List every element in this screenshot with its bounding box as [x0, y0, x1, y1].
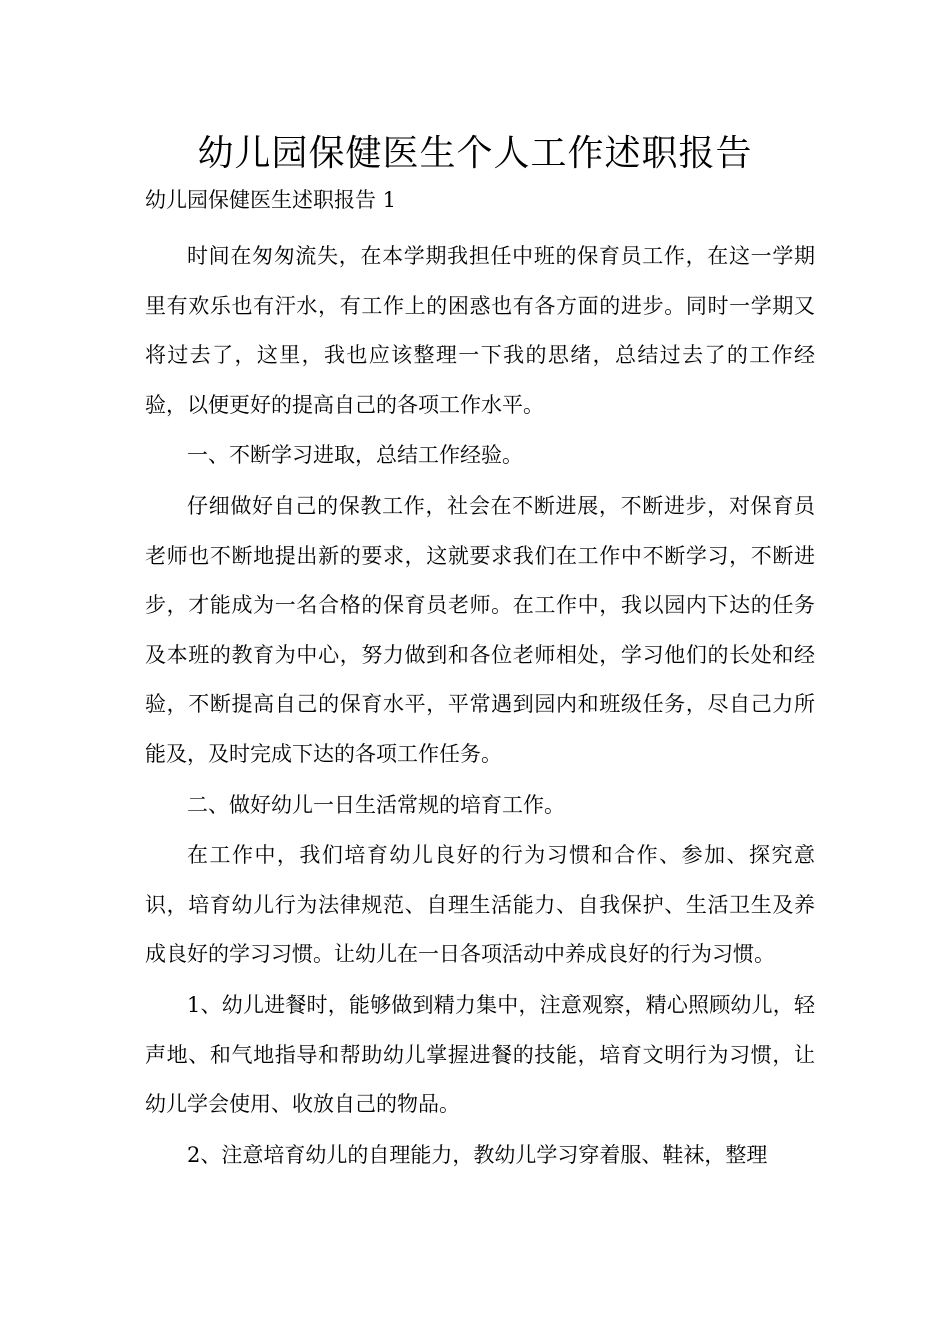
paragraph-section-1: 仔细做好自己的保教工作，社会在不断进展，不断进步，对保育员老师也不断地提出新的要求，这就要求我们在工作中不断学习，不断进步，才能成为一名合格的保育员老师。在工作中，我以园内下达的任务及本班的教育为中心，努力做到和各位老师相处，学习他们的长处和经验，不断提高自己的保育水平，平常遇到园内和班级任务，尽自己力所能及，及时完成下达的各项工作任务。 [145, 493, 815, 766]
section-heading-2: 二、做好幼儿一日生活常规的培育工作。 [187, 792, 565, 817]
paragraph-intro: 时间在匆匆流失，在本学期我担任中班的保育员工作，在这一学期里有欢乐也有汗水，有工作上的困惑也有各方面的进步。同时一学期又将过去了，这里，我也应该整理一下我的思绪，总结过去了的工作经验，以便更好的提高自己的各项工作水平。 [145, 244, 815, 417]
section-heading-1: 一、不断学习进取，总结工作经验。 [187, 443, 523, 468]
document-subtitle: 幼儿园保健医生述职报告 1 [145, 188, 397, 212]
document-body [145, 232, 815, 1181]
paragraph-section-2: 在工作中，我们培育幼儿良好的行为习惯和合作、参加、探究意识，培育幼儿行为法律规范、自理生活能力、自我保护、生活卫生及养成良好的学习习惯。让幼儿在一日各项活动中养成良好的行为习惯。 [145, 843, 815, 967]
list-item-2: 2、注意培育幼儿的自理能力，教幼儿学习穿着服、鞋袜，整理 [187, 1142, 768, 1167]
document-title: 幼儿园保健医生个人工作述职报告 [197, 133, 753, 174]
list-item-1: 1、幼儿进餐时，能够做到精力集中，注意观察，精心照顾幼儿，轻声地、和气地指导和帮助幼儿掌握进餐的技能，培育文明行为习惯，让幼儿学会使用、收放自己的物品。 [145, 992, 815, 1117]
